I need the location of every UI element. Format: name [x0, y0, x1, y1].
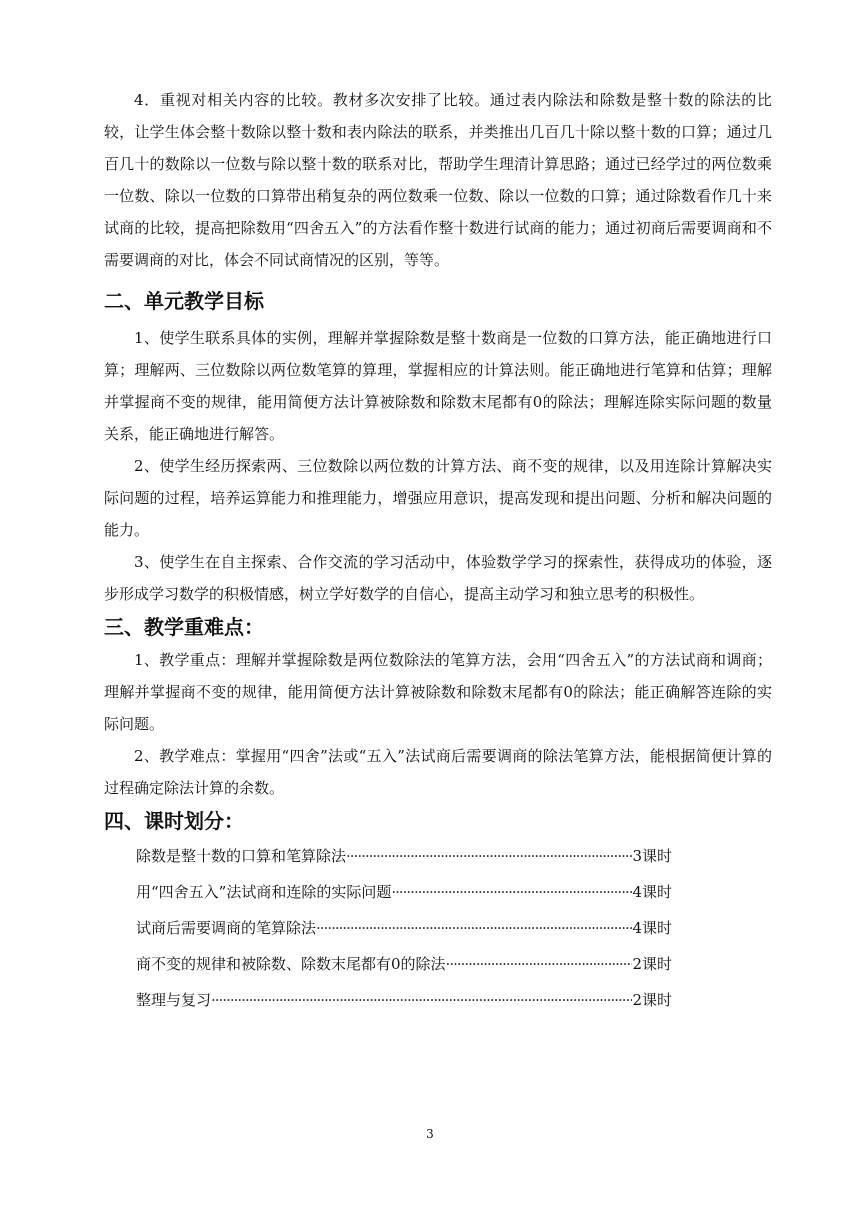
- section-heading-objectives: 二、单元教学目标: [104, 289, 264, 313]
- dot-leader: [316, 910, 632, 946]
- schedule-hours: 4课时: [632, 919, 672, 937]
- section-heading-schedule: 四、课时划分：: [104, 809, 244, 833]
- page-number: 3: [426, 1127, 434, 1141]
- schedule-row: [136, 946, 672, 982]
- schedule-row: [136, 874, 672, 910]
- intro-paragraph: 4．重视对相关内容的比较。教材多次安排了比较。通过表内除法和除数是整十数的除法的比较，让学生体会整十数除以整十数和表内除法的联系，并类推出几百几十除以整十数的口算；通过几百几十的数除以一位数与除以整十数的联系对比，帮助学生理清计算思路；通过已经学过的两位数乘一位数、除以一位数的口算带出稍复杂的两位数乘一位数、除以一位数的口算；通过除数看作几十来试商的比较，提高把除数用“四舍五入”的方法看作整十数进行试商的能力；通过初商后需要调商和不需要调商的对比，体会不同试商情况的区别，等等。: [104, 91, 772, 269]
- schedule-hours: 2课时: [632, 991, 672, 1009]
- dot-leader: [211, 982, 632, 1018]
- schedule-hours: 2课时: [632, 955, 672, 973]
- schedule-topic: 试商后需要调商的笔算除法: [136, 919, 317, 937]
- schedule-hours: 4课时: [632, 883, 672, 901]
- document-page: [104, 84, 772, 1018]
- key-point-paragraph-2: 2、教学难点：掌握用“四舍”法或“五入”法试商后需要调商的除法笔算方法，能根据简便计算的过程确定除法计算的余数。: [104, 747, 772, 797]
- key-point-paragraph-1: 1、教学重点：理解并掌握除数是两位数除法的笔算方法，会用“四舍五入”的方法试商和调商；理解并掌握商不变的规律，能用简便方法计算被除数和除数末尾都有0的除法；能正确解答连除的实际问题。: [104, 651, 772, 733]
- dot-leader: [446, 946, 633, 982]
- objective-paragraph-1: 1、使学生联系具体的实例，理解并掌握除数是整十数商是一位数的口算方法，能正确地进行口算；理解两、三位数除以两位数笔算的算理，掌握相应的计算法则。能正确地进行笔算和估算；理解并掌握商不变的规律，能用简便方法计算被除数和除数末尾都有0的除法；理解连除实际问题的数量关系，能正确地进行解答。: [104, 329, 772, 443]
- objective-paragraph-3: 3、使学生在自主探索、合作交流的学习活动中，体验数学学习的探索性，获得成功的体验，逐步形成学习数学的积极情感，树立学好数学的自信心，提高主动学习和独立思考的积极性。: [104, 553, 772, 603]
- schedule-list: [104, 838, 772, 1018]
- section-heading-key-points: 三、教学重难点：: [104, 615, 264, 639]
- schedule-topic: 整理与复习: [136, 991, 212, 1009]
- schedule-hours: 3课时: [632, 847, 672, 865]
- schedule-row: [136, 910, 672, 946]
- objective-paragraph-2: 2、使学生经历探索两、三位数除以两位数的计算方法、商不变的规律，以及用连除计算解决实际问题的过程，培养运算能力和推理能力，增强应用意识，提高发现和提出问题、分析和解决问题的能力。: [104, 457, 772, 539]
- schedule-row: [136, 982, 672, 1018]
- dot-leader: [391, 874, 632, 910]
- schedule-topic: 用“四舍五入”法试商和连除的实际问题: [136, 883, 392, 901]
- dot-leader: [346, 838, 632, 874]
- schedule-topic: 商不变的规律和被除数、除数末尾都有0的除法: [136, 955, 446, 973]
- schedule-row: [136, 838, 672, 874]
- schedule-topic: 除数是整十数的口算和笔算除法: [136, 847, 347, 865]
